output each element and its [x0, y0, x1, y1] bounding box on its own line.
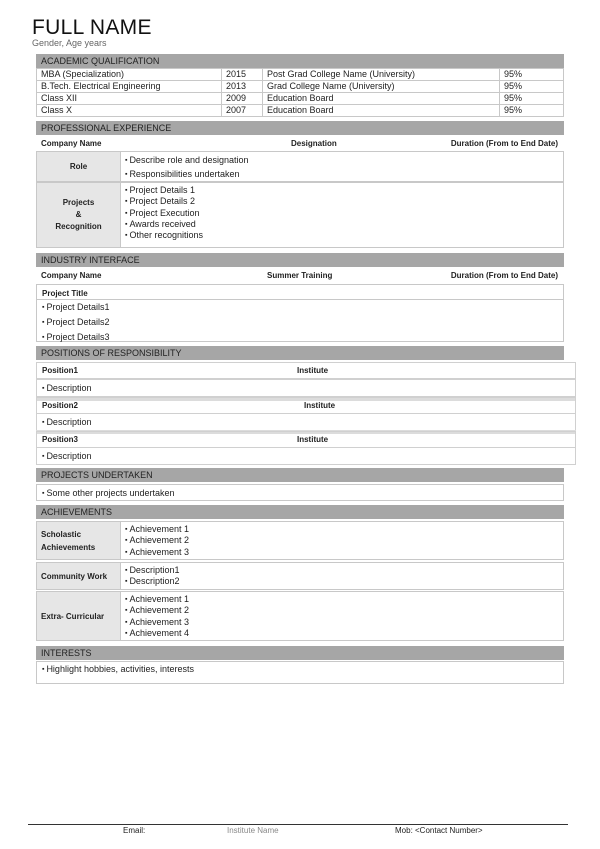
list-item: ▪ Achievement 2 — [125, 535, 189, 546]
section-experience: PROFESSIONAL EXPERIENCE — [36, 121, 564, 135]
scholastic-list — [125, 524, 189, 558]
label-line: Recognition — [55, 222, 102, 231]
year-cell: 2015 — [222, 69, 263, 81]
industry-project-box — [36, 284, 564, 342]
list-item: ▪ Project Details1 — [42, 300, 109, 315]
year-cell: 2007 — [222, 105, 263, 117]
projects-recognition-label — [37, 183, 120, 247]
label-line: & — [75, 210, 82, 219]
projects-list — [42, 486, 175, 501]
label-line: Achievements — [41, 542, 96, 552]
role-list — [125, 154, 249, 181]
scholastic-label — [37, 522, 120, 559]
section-academic: ACADEMIC QUALIFICATION — [36, 54, 564, 68]
list-item: ▪ Project Details2 — [42, 315, 109, 330]
community-label: Community Work — [37, 563, 120, 589]
list-item: ▪ Description — [42, 417, 91, 427]
table-row — [37, 93, 564, 105]
position-name: Position2 — [42, 401, 79, 410]
full-name: FULL NAME — [32, 16, 152, 39]
list-item: ▪ Description — [42, 383, 91, 393]
experience-header-row — [36, 136, 564, 152]
institute-cell: Post Grad College Name (University) — [263, 69, 500, 81]
extra-curricular-label: Extra- Curricular — [37, 592, 120, 640]
position-institute: Institute — [297, 435, 329, 444]
list-item: ▪ Achievement 3 — [125, 617, 189, 628]
footer-institute: Institute Name — [227, 826, 279, 835]
position-description — [36, 413, 576, 431]
table-row — [37, 81, 564, 93]
designation-header: Designation — [291, 139, 337, 148]
list-item: ▪ Achievement 3 — [125, 547, 189, 558]
community-list — [125, 565, 179, 588]
list-item: ▪ Awards received — [125, 219, 203, 230]
list-item: ▪ Describe role and designation — [125, 154, 249, 168]
academic-table — [36, 68, 564, 117]
interests-box — [36, 661, 564, 684]
list-item: ▪ Responsibilities undertaken — [125, 168, 249, 182]
position-row — [36, 431, 576, 448]
year-cell: 2009 — [222, 93, 263, 105]
score-cell: 95% — [500, 105, 564, 117]
extra-curricular-box — [36, 591, 564, 641]
projects-recognition-box — [36, 182, 564, 248]
section-projects: PROJECTS UNDERTAKEN — [36, 468, 564, 482]
project-title: Project Title — [42, 289, 88, 298]
section-industry: INDUSTRY INTERFACE — [36, 253, 564, 267]
label-line: Projects — [62, 198, 95, 207]
scholastic-box — [36, 521, 564, 560]
projects-box — [36, 484, 564, 501]
summer-training-header: Summer Training — [267, 271, 333, 280]
list-item: ▪ Description1 — [125, 565, 179, 576]
gender-age: Gender, Age years — [32, 38, 107, 48]
score-cell: 95% — [500, 69, 564, 81]
interests-list — [42, 662, 194, 677]
section-interests: INTERESTS — [36, 646, 564, 660]
role-label: Role — [37, 152, 120, 181]
position-description — [36, 447, 576, 465]
footer-divider — [28, 824, 568, 825]
company-name-header: Company Name — [41, 139, 102, 148]
projects-list — [125, 185, 203, 241]
company-name-header: Company Name — [41, 271, 102, 280]
industry-header-row — [36, 268, 564, 284]
institute-cell: Education Board — [263, 93, 500, 105]
list-item: ▪ Achievement 1 — [125, 524, 189, 535]
list-item: ▪ Achievement 2 — [125, 605, 189, 616]
table-row — [37, 69, 564, 81]
duration-header: Duration (From to End Date) — [450, 271, 558, 280]
list-item: ▪ Project Details 1 — [125, 185, 203, 196]
label-line: Scholastic — [41, 529, 82, 539]
table-row — [37, 105, 564, 117]
footer-mobile: Mob: <Contact Number> — [395, 826, 483, 835]
institute-cell: Education Board — [263, 105, 500, 117]
list-item: ▪ Achievement 4 — [125, 628, 189, 639]
position-name: Position3 — [42, 435, 79, 444]
list-item: ▪ Achievement 1 — [125, 594, 189, 605]
score-cell: 95% — [500, 81, 564, 93]
role-box — [36, 151, 564, 182]
list-item: ▪ Project Details 2 — [125, 196, 203, 207]
year-cell: 2013 — [222, 81, 263, 93]
list-item: ▪ Highlight hobbies, activities, interests — [42, 662, 194, 677]
position-row — [36, 362, 576, 379]
institute-cell: Grad College Name (University) — [263, 81, 500, 93]
score-cell: 95% — [500, 93, 564, 105]
list-item: ▪ Project Details3 — [42, 330, 109, 345]
section-achievements: ACHIEVEMENTS — [36, 505, 564, 519]
list-item: ▪ Other recognitions — [125, 230, 203, 241]
footer-email: Email: — [123, 826, 146, 835]
degree-cell: MBA (Specialization) — [37, 69, 222, 81]
position-institute: Institute — [297, 366, 329, 375]
section-positions: POSITIONS OF RESPONSIBILITY — [36, 346, 564, 360]
list-item: ▪ Description2 — [125, 576, 179, 587]
degree-cell: Class XII — [37, 93, 222, 105]
industry-list — [42, 300, 109, 345]
list-item: ▪ Description — [42, 451, 91, 461]
list-item: ▪ Project Execution — [125, 208, 203, 219]
community-box — [36, 562, 564, 590]
position-institute: Institute — [304, 401, 336, 410]
position-description — [36, 379, 576, 397]
position-name: Position1 — [42, 366, 79, 375]
extra-curricular-list — [125, 594, 189, 639]
duration-header: Duration (From to End Date) — [450, 139, 558, 148]
list-item: ▪ Some other projects undertaken — [42, 486, 175, 501]
degree-cell: Class X — [37, 105, 222, 117]
degree-cell: B.Tech. Electrical Engineering — [37, 81, 222, 93]
position-row — [36, 397, 576, 414]
